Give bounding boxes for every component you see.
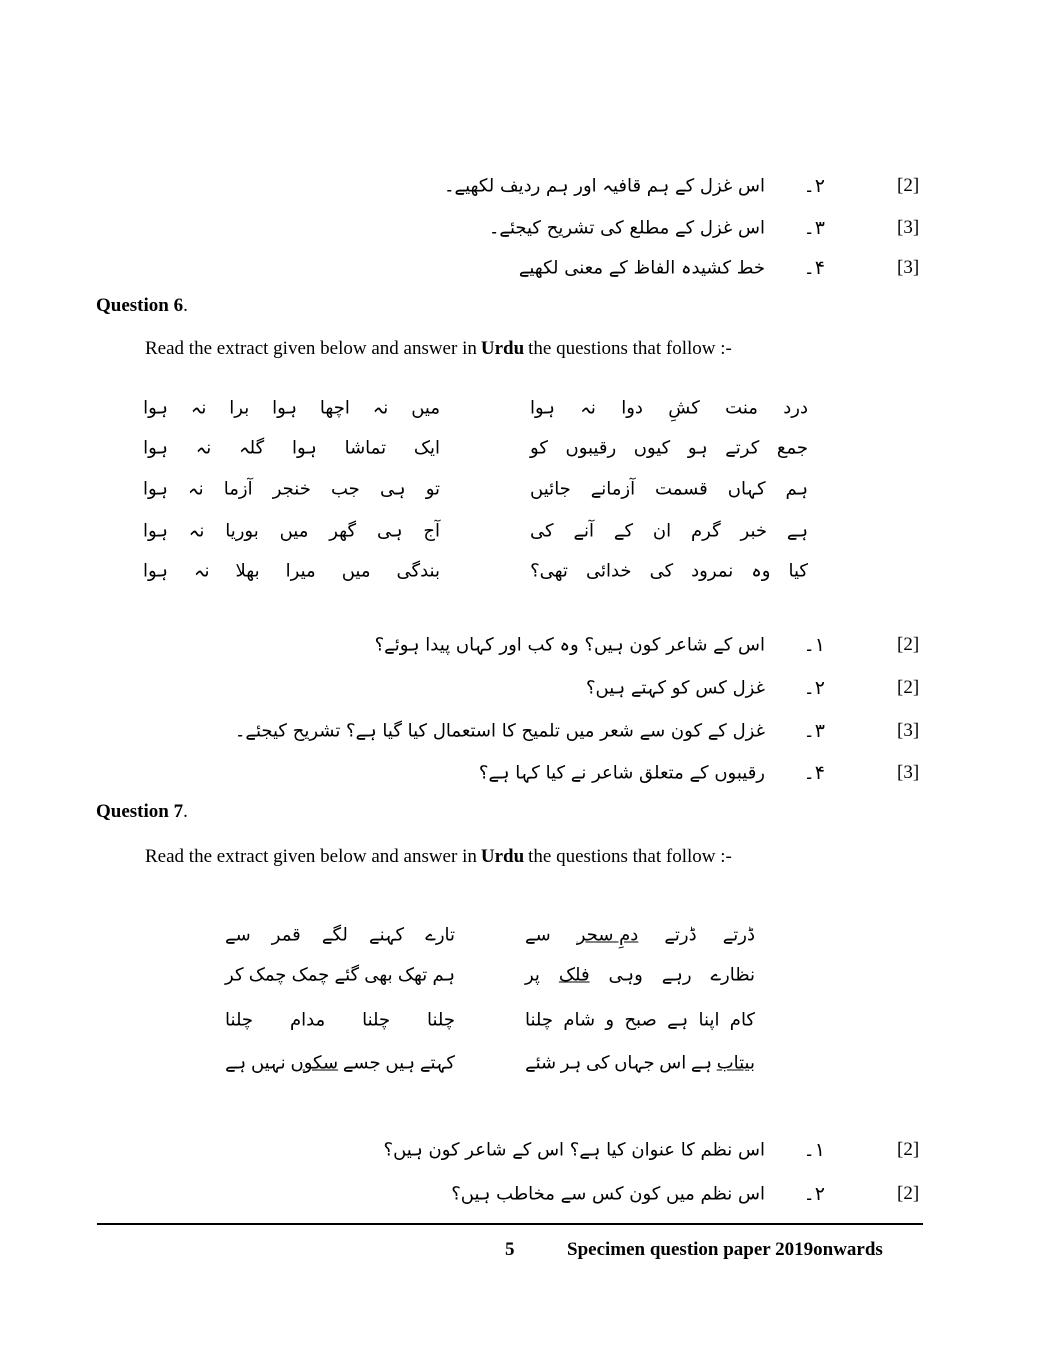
question-marks: [3]: [897, 257, 920, 278]
verse-word: وہی: [608, 964, 643, 986]
verse-word: ہے: [667, 1009, 689, 1031]
underlined-word: سکوں: [290, 1052, 339, 1074]
verse-word: ہوا: [291, 437, 317, 459]
verse-word: چلنا: [426, 1009, 455, 1031]
verse-word: جب: [331, 478, 360, 500]
question-number: ۱۔: [803, 1139, 825, 1161]
question-text: اس نظم کا عنوان کیا ہے؟ اس کے شاعر کون ہیں؟: [383, 1139, 765, 1161]
verse-word: کہتے: [419, 1052, 455, 1074]
question-text: غزل کس کو کہتے ہیں؟: [585, 677, 765, 699]
question-text: اس کے شاعر کون ہیں؟ وہ کب اور کہاں پیدا ہوئے؟: [374, 634, 765, 656]
question-number: ۴۔: [803, 762, 825, 784]
verse-hemistich-right: [525, 925, 755, 946]
question-heading-text: Question 7: [96, 801, 184, 822]
verse-word: گئے: [334, 964, 360, 986]
verse-word: کام: [729, 1009, 755, 1031]
verse-word: ہوا: [530, 397, 555, 419]
question-heading-text: Question 6: [96, 295, 184, 316]
verse-word: ہم: [785, 478, 808, 500]
verse-word: کیا: [788, 560, 808, 582]
instruction-language: Urdu: [480, 846, 525, 867]
verse-word: ہوا: [143, 397, 168, 419]
verse-word: ڈرتے: [664, 924, 697, 946]
question-text: رقیبوں کے متعلق شاعر نے کیا کہا ہے؟: [478, 762, 765, 784]
verse-word: ہوا: [272, 397, 298, 419]
verse-word: بھلا: [235, 560, 260, 582]
question-marks: [2]: [897, 175, 920, 196]
verse-word: ہے: [225, 1052, 247, 1074]
verse-word: اس: [659, 1052, 687, 1074]
verse-word: سے: [525, 924, 551, 946]
verse-word: ہی: [376, 520, 403, 542]
verse-word: کو: [530, 437, 548, 459]
verse-word: ڈرتے: [722, 924, 755, 946]
question-marks: [3]: [897, 217, 920, 238]
verse-word: چلنا: [525, 1009, 554, 1031]
verse-word: کرتے: [725, 437, 760, 459]
instruction-text: Read the extract given below and answer in: [145, 338, 477, 359]
question-number: ۳۔: [803, 217, 825, 239]
verse-hemistich-left: [143, 521, 440, 542]
verse-word: و: [605, 1009, 615, 1031]
verse-word: خنجر: [272, 478, 311, 500]
question-text: غزل کے کون سے شعر میں تلمیح کا استعمال کیا گیا ہے؟ تشریح کیجئے۔: [234, 720, 765, 742]
verse-hemistich-left: [143, 398, 440, 419]
question-marks: [3]: [897, 720, 920, 741]
verse-word: کی: [649, 560, 674, 582]
question-number: ۳۔: [803, 720, 825, 742]
instruction-text: the questions that follow :-: [528, 338, 732, 359]
verse-word: مدام: [289, 1009, 326, 1031]
question-number: ۲۔: [803, 1183, 825, 1205]
verse-word: آزمانے: [590, 478, 636, 500]
question-marks: [2]: [897, 634, 920, 655]
verse-word: میں: [411, 397, 440, 419]
verse-word: چلنا: [225, 1009, 254, 1031]
verse-word: آنے: [573, 520, 595, 542]
verse-word: شام: [563, 1009, 596, 1031]
verse-word: ہے: [690, 1052, 713, 1074]
question-number: ۱۔: [803, 634, 825, 656]
verse-word: وہ: [751, 560, 771, 582]
verse-word: جمع: [776, 437, 808, 459]
verse-word: جہاں: [614, 1052, 655, 1074]
verse-word: قسمت: [655, 478, 708, 500]
question-marks: [3]: [897, 762, 920, 783]
question-text: اس غزل کے مطلع کی تشریح کیجئے۔: [488, 217, 765, 239]
verse-word: ان: [652, 520, 672, 542]
heading-period: .: [183, 801, 188, 822]
verse-hemistich-right: [525, 965, 755, 986]
verse-hemistich-left: [225, 1053, 455, 1074]
verse-hemistich-left: [143, 479, 440, 500]
verse-word: بوریا: [225, 520, 259, 542]
instruction-language: Urdu: [480, 338, 525, 359]
verse-word: نہ: [372, 397, 389, 419]
question-text: خط کشیدہ الفاظ کے معنی لکھیے: [518, 257, 765, 279]
verse-word: جائیں: [530, 478, 571, 500]
verse-hemistich-right: [530, 398, 808, 419]
heading-period: .: [183, 295, 188, 316]
question-marks: [2]: [897, 1139, 920, 1160]
verse-word: ہو: [687, 437, 708, 459]
verse-word: ہوا: [143, 520, 168, 542]
verse-word: خدائی: [585, 560, 632, 582]
verse-word: بھی: [364, 964, 393, 986]
verse-word: لگے: [321, 924, 348, 946]
verse-word: چمک: [248, 964, 287, 986]
underlined-word: بیتاب: [716, 1052, 755, 1074]
verse-hemistich-right: [530, 561, 808, 582]
verse-word: کہاں: [727, 478, 766, 500]
verse-word: اچھا: [319, 397, 350, 419]
verse-word: ہوا: [143, 560, 168, 582]
verse-word: نمرود: [691, 560, 734, 582]
verse-word: آج: [423, 520, 440, 542]
question-heading: [96, 295, 188, 317]
verse-word: نہیں: [250, 1052, 286, 1074]
verse-word: ہوا: [143, 478, 168, 500]
footer-title: Specimen question paper 2019onwards: [567, 1239, 883, 1260]
verse-word: برا: [229, 397, 250, 419]
verse-word: کی: [585, 1052, 610, 1074]
verse-word: تارے: [425, 924, 455, 946]
verse-word: ہوا: [143, 437, 168, 459]
verse-word: کیوں: [633, 437, 671, 459]
verse-word: اپنا: [698, 1009, 720, 1031]
verse-hemistich-right: [530, 438, 808, 459]
verse-word: رقیبوں: [565, 437, 617, 459]
question-number: ۲۔: [803, 677, 825, 699]
verse-word: ہے: [786, 520, 808, 542]
verse-word: چلنا: [362, 1009, 391, 1031]
question-text: اس غزل کے ہم قافیہ اور ہم ردیف لکھیے۔: [444, 175, 765, 197]
verse-word: رہے: [661, 964, 692, 986]
footer-divider: [97, 1223, 923, 1225]
verse-word: سے: [225, 924, 251, 946]
verse-word: شئے: [525, 1052, 557, 1074]
verse-word: ایک: [413, 437, 440, 459]
verse-word: نہ: [580, 397, 596, 419]
verse-word: ہیں: [385, 1052, 416, 1074]
verse-word: گھر: [329, 520, 357, 542]
verse-word: نہ: [193, 560, 210, 582]
verse-word: میں: [279, 520, 309, 542]
question-heading: [96, 801, 188, 823]
underlined-word: دمِ سحر: [576, 924, 639, 946]
verse-hemistich-right: [525, 1053, 755, 1074]
verse-word: درد: [783, 397, 808, 419]
question-marks: [2]: [897, 677, 920, 698]
verse-word: نہ: [188, 520, 205, 542]
verse-hemistich-left: [143, 438, 440, 459]
verse-word: ہم: [432, 964, 455, 986]
verse-word: صبح: [624, 1009, 657, 1031]
verse-word: کشِ: [668, 397, 700, 419]
question-number: ۲۔: [803, 175, 825, 197]
verse-word: کی: [530, 520, 554, 542]
verse-hemistich-right: [530, 521, 808, 542]
verse-word: پر: [525, 964, 540, 986]
verse-word: ہر: [560, 1052, 582, 1074]
question-number: ۴۔: [803, 257, 825, 279]
verse-word: تماشا: [344, 437, 387, 459]
verse-word: قمر: [271, 924, 301, 946]
verse-word: جسے: [342, 1052, 381, 1074]
verse-hemistich-left: [225, 925, 455, 946]
verse-word: دوا: [621, 397, 643, 419]
verse-word: گرم: [691, 520, 721, 542]
verse-word: تو: [425, 478, 440, 500]
verse-word: بندگی: [396, 560, 440, 582]
verse-word: تھی؟: [530, 560, 568, 582]
verse-hemistich-left: [225, 965, 455, 986]
verse-word: آزما: [223, 478, 253, 500]
question-marks: [2]: [897, 1183, 920, 1204]
verse-word: میرا: [285, 560, 316, 582]
verse-word: نہ: [195, 437, 212, 459]
verse-word: کہنے: [369, 924, 405, 946]
verse-word: میں: [341, 560, 371, 582]
verse-hemistich-left: [143, 561, 440, 582]
verse-word: نہ: [188, 478, 204, 500]
verse-word: نظارے: [710, 964, 755, 986]
verse-word: ہی: [379, 478, 406, 500]
instruction-text: Read the extract given below and answer in: [145, 846, 477, 867]
verse-word: نہ: [190, 397, 207, 419]
verse-word: خبر: [740, 520, 768, 542]
verse-hemistich-right: [530, 479, 808, 500]
question-text: اس نظم میں کون کس سے مخاطب ہیں؟: [451, 1183, 765, 1205]
instruction: [145, 338, 732, 360]
verse-word: کے: [613, 520, 634, 542]
verse-word: منت: [725, 397, 758, 419]
page-number: 5: [505, 1239, 515, 1260]
instruction-text: the questions that follow :-: [528, 846, 732, 867]
instruction: [145, 846, 732, 868]
verse-hemistich-right: [525, 1010, 755, 1031]
verse-word: تھک: [397, 964, 428, 986]
verse-word: چمک: [291, 964, 330, 986]
verse-word: کر: [225, 964, 244, 986]
verse-hemistich-left: [225, 1010, 455, 1031]
verse-word: گلہ: [239, 437, 265, 459]
underlined-word: فلک: [558, 964, 590, 986]
